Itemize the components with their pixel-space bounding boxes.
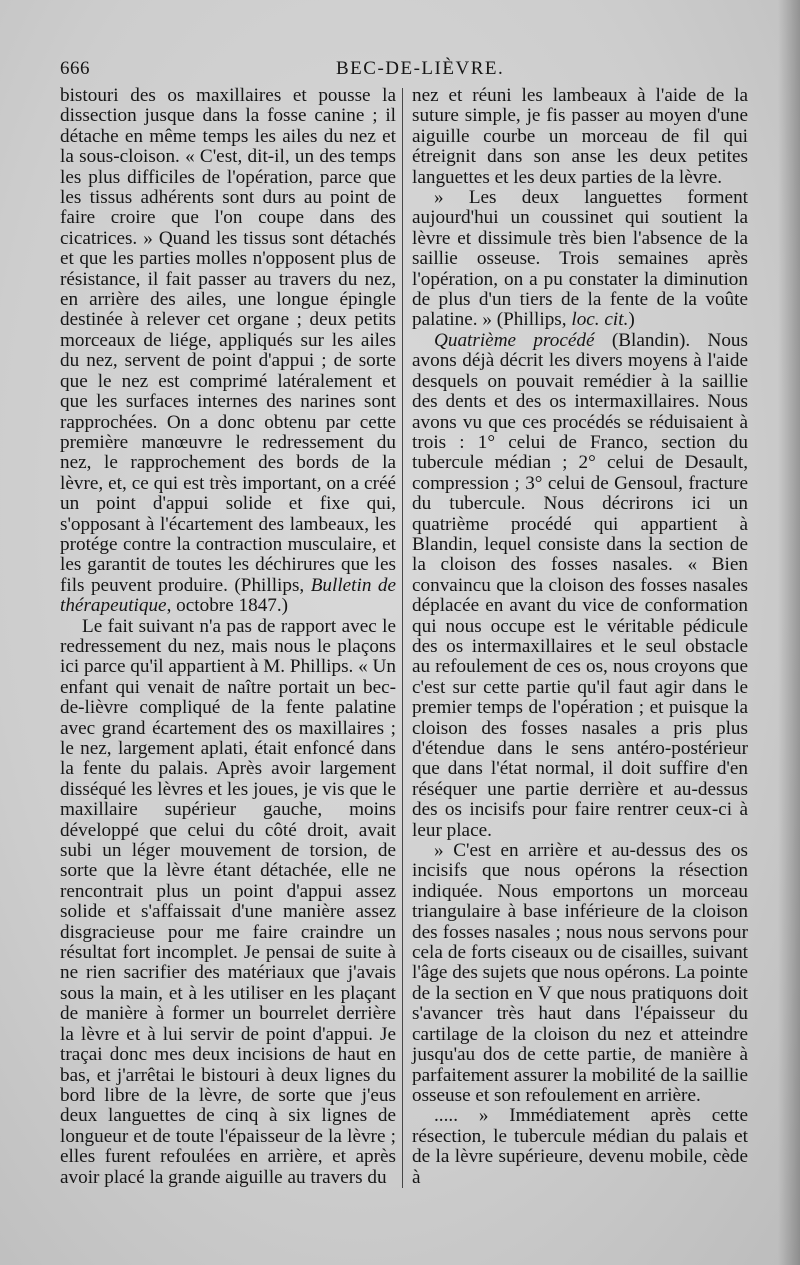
citation-title: Bulletin de thérapeutique (60, 574, 396, 617)
paragraph: » C'est en arrière et au-dessus des os incisifs que nous opérons la résection indiquée. Nous emportons un morceau triangulaire à base inférieure de la cloison des fosses nasales ; nous nous servons pour cela de forts ciseaux ou de cisailles, suivant l'âge des sujets que nous opérons. La pointe de la section en V que nous pratiquons doit s'avancer très haut dans l'épaisseur du cartilage de la cloison du nez et atteindre jusqu'au dos de cette partie, de manière à parfaitement assurer la mobilité de la saillie osseuse et son refoulement en arrière. (412, 840, 748, 1106)
paragraph-text: (Blandin). Nous avons déjà décrit les divers moyens à l'aide desquels on pouvait remédier à la saillie des dents et des os intermaxillaires. Nous avons vu que ces procédés se réduisaient à trois : 1° celui de Franco, section du tubercule médian ; 2° celui de Desault, compression ; 3° celui de Gensoul, fracture du tubercule. Nous décrirons ici un quatrième procédé qui appartient à Blandin, lequel consiste dans la section de la cloison des fosses nasales. « Bien convaincu que la cloison des fosses nasales déplacée en avant du vice de conformation qui nous occupe est le véritable pédicule des os intermaxillaires et le seul obstacle au refoulement de ces os, nous croyons que c'est sur cette partie qu'il faut agir dans le premier temps de l'opération ; et puisque la cloison des fosses nasales a pris plus d'étendue dans le sens antéro-postérieur que dans l'état normal, il doit suffire d'en réséquer une partie derrière et au-dessus des os incisifs pour faire rentrer ceux-ci à leur place. (412, 329, 748, 841)
paragraph (60, 86, 396, 617)
citation-date: , octobre 1847.) (166, 595, 289, 617)
citation-close: ) (628, 309, 635, 331)
page-header (60, 58, 750, 84)
page-edge-shadow (778, 0, 800, 1265)
paragraph: Le fait suivant n'a pas de rapport avec le redressement du nez, mais nous le plaçons ici parce qu'il appartient à M. Phillips. « Un enfant qui venait de naître portait un bec-de-lièvre compliqué de la fente palatine avec grand écartement des os maxillaires ; le nez, largement aplati, était enfoncé dans la fente du palais. Après avoir largement disséqué les lèvres et les joues, je vis que le maxillaire supérieur gauche, moins développé que celui du côté droit, avait subi un léger mouvement de torsion, de sorte que la lèvre étant détachée, elle ne rencontrait plus un point d'appui assez solide et s'affaissait d'une manière assez disgracieuse pour me faire craindre un résultat fort incomplet. Je pensai de suite à ne rien sacrifier des matériaux que j'avais sous la main, et à les utiliser en les plaçant de manière à former un bourrelet derrière la lèvre et à lui servir de point d'appui. Je traçai donc mes deux incisions de haut en bas, et j'arrêtai le bistouri à deux lignes du bord libre de la lèvre, de sorte que j'eus deux languettes de cinq à six lignes de longueur et de toute l'épaisseur de la lèvre ; elles furent refoulées en arrière, et après avoir placé la grande aiguille au travers du (60, 615, 396, 1188)
section-heading: Quatrième procédé (434, 329, 595, 351)
paragraph: ..... » Immédiatement après cette résection, le tubercule médian du palais et de la lèvre supérieure, devenu mobile, cède à (412, 1105, 748, 1188)
column-divider (402, 88, 403, 1188)
citation-ref: loc. cit. (571, 309, 629, 331)
paragraph (412, 331, 748, 841)
paragraph: nez et réuni les lambeaux à l'aide de la suture simple, je fis passer au moyen d'une aiguille courbe un morceau de fil qui étreignit dans son anse les deux petites languettes et les deux parties de la lèvre. (412, 85, 748, 188)
left-column (60, 86, 396, 1188)
right-column (412, 86, 748, 1188)
paragraph-text: bistouri des os maxillaires et pousse la dissection jusque dans la fosse canine ; il détache en même temps les ailes du nez et la sous-cloison. « C'est, dit-il, un des temps les plus difficiles de l'opération, parce que les tissus adhérents sont durs au point de faire croire que l'on coupe dans des cicatrices. » Quand les tissus sont détachés et que les parties molles n'opposent plus de résistance, il fait passer au travers du nez, en arrière des ailes, une longue épingle destinée à relever cet organe ; deux petits morceaux de liége, appliqués sur les ailes du nez, servent de point d'appui ; de sorte que le nez est comprimé latéralement et que les surfaces internes des narines sont rapprochées. On a donc obtenu par cette première manœuvre le redressement du nez, le rapprochement des bords de la lèvre, et, ce qui est très important, on a créé un point d'appui solide et fixe qui, s'opposant à l'écartement des lambeaux, les protége contre la contraction musculaire, et les garantit de toutes les déchirures que les fils peuvent produire. (Phillips, (60, 85, 396, 596)
paragraph-text: » Les deux languettes forment aujourd'hui un coussinet qui soutient la lèvre et dissimule très bien l'absence de la saillie osseuse. Trois semaines après l'opération, on a pu constater la diminution de plus d'un tiers de la fente de la voûte palatine. » (Phillips, (412, 187, 748, 331)
running-title: BEC-DE-LIÈVRE. (336, 58, 505, 79)
page-number: 666 (60, 58, 90, 79)
paragraph (412, 188, 748, 331)
